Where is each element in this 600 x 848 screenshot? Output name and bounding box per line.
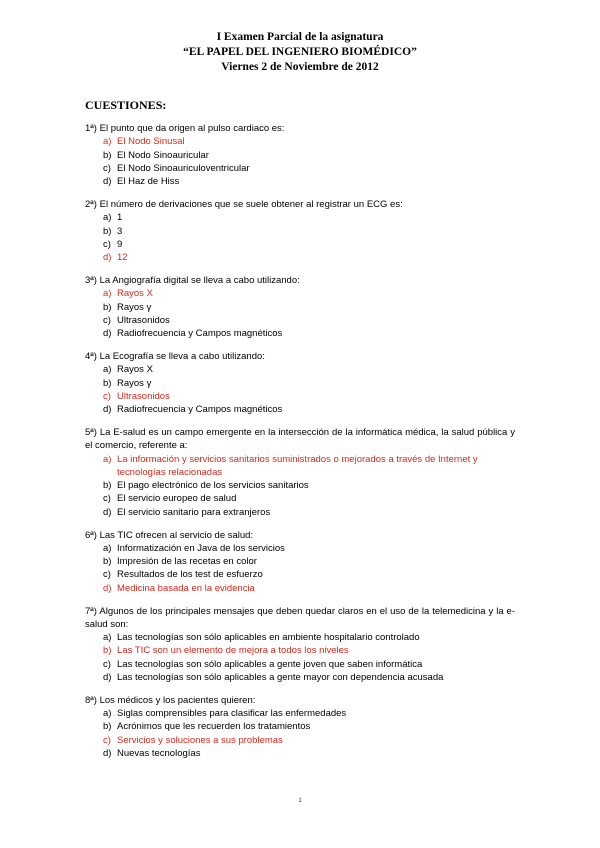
option-letter: a) <box>103 542 112 554</box>
answer-option <box>85 363 515 376</box>
question-6 <box>85 529 515 595</box>
option-letter: b) <box>103 149 112 161</box>
question-text: 7ª) Algunos de los principales mensajes que deben quedar claros en el uso de la telemedicina y la e-salud son: <box>85 605 515 630</box>
answer-option-correct <box>85 135 515 148</box>
option-text: Rayos γ <box>117 377 152 389</box>
questions-list <box>85 122 515 770</box>
option-text: La información y servicios sanitarios suministrados o mejorados a través de Internet y tecnologías relacionadas <box>117 453 478 478</box>
option-letter: b) <box>103 645 112 657</box>
answer-option <box>85 720 515 733</box>
option-letter: a) <box>103 364 112 376</box>
header-line-course: I Examen Parcial de la asignatura <box>216 31 384 43</box>
answer-option <box>85 327 515 340</box>
answer-option-correct <box>85 251 515 264</box>
answer-option <box>85 238 515 251</box>
question-8 <box>85 694 515 760</box>
answer-option <box>85 568 515 581</box>
option-letter: a) <box>103 453 112 465</box>
answer-option <box>85 492 515 505</box>
question-3 <box>85 274 515 340</box>
option-letter: a) <box>103 136 112 148</box>
option-text: 1 <box>117 212 123 224</box>
answer-option <box>85 162 515 175</box>
option-text: Las TIC son un elemento de mejora a todos los niveles <box>117 645 349 657</box>
question-4 <box>85 350 515 416</box>
option-text: El pago electrónico de los servicios sanitarios <box>117 480 309 492</box>
answer-option <box>85 175 515 188</box>
option-text: Rayos γ <box>117 301 152 313</box>
option-text: 12 <box>117 252 128 264</box>
option-letter: d) <box>103 328 112 340</box>
option-letter: b) <box>103 377 112 389</box>
answer-option <box>85 631 515 644</box>
option-letter: d) <box>103 176 112 188</box>
option-text: Ultrasonidos <box>117 390 170 402</box>
option-text: Nuevas tecnologías <box>117 747 201 759</box>
answer-option <box>85 671 515 684</box>
question-text: 8ª) Los médicos y los pacientes quieren: <box>85 694 256 706</box>
option-text: Rayos X <box>117 288 153 300</box>
option-text: Radiofrecuencia y Campos magnéticos <box>117 328 283 340</box>
option-letter: c) <box>103 734 111 746</box>
question-5 <box>85 426 515 519</box>
answer-option <box>85 707 515 720</box>
question-7 <box>85 605 515 685</box>
option-text: Las tecnologías son sólo aplicables a gente joven que saben informática <box>117 658 423 670</box>
option-letter: c) <box>103 238 111 250</box>
answer-option-correct <box>85 453 515 480</box>
option-letter: b) <box>103 480 112 492</box>
option-text: Radiofrecuencia y Campos magnéticos <box>117 404 283 416</box>
answer-option-correct <box>85 582 515 595</box>
option-letter: c) <box>103 390 111 402</box>
answer-option <box>85 555 515 568</box>
option-text: El servicio europeo de salud <box>117 493 237 505</box>
answer-option <box>85 211 515 224</box>
answer-option <box>85 542 515 555</box>
option-letter: c) <box>103 493 111 505</box>
option-letter: d) <box>103 506 112 518</box>
question-2 <box>85 198 515 264</box>
answer-option <box>85 301 515 314</box>
option-letter: d) <box>103 404 112 416</box>
option-letter: b) <box>103 301 112 313</box>
option-text: El Nodo Sinoauricular <box>117 149 209 161</box>
option-text: El Nodo Sinoauriculoventricular <box>117 162 250 174</box>
answer-option <box>85 747 515 760</box>
answer-option <box>85 658 515 671</box>
option-text: 9 <box>117 238 123 250</box>
question-text: 1ª) El punto que da origen al pulso cardiaco es: <box>85 123 285 134</box>
option-text: Acrónimos que les recuerden los tratamientos <box>117 721 311 733</box>
option-letter: a) <box>103 632 112 644</box>
question-text: 3ª) La Angiografía digital se lleva a cabo utilizando: <box>85 274 300 286</box>
header-line-date: Viernes 2 de Noviembre de 2012 <box>221 61 379 73</box>
option-text: El servicio sanitario para extranjeros <box>117 506 271 518</box>
option-text: Medicina basada en la evidencia <box>117 582 255 594</box>
option-letter: d) <box>103 252 112 264</box>
option-text: 3 <box>117 225 123 237</box>
option-text: Informatización en Java de los servicios <box>117 542 285 554</box>
option-letter: d) <box>103 582 112 594</box>
option-letter: d) <box>103 747 112 759</box>
answer-option <box>85 225 515 238</box>
option-letter: b) <box>103 556 112 568</box>
option-letter: a) <box>103 708 112 720</box>
answer-option <box>85 377 515 390</box>
page-number: 1 <box>298 798 302 804</box>
answer-option <box>85 403 515 416</box>
option-letter: c) <box>103 569 111 581</box>
option-text: Ultrasonidos <box>117 314 170 326</box>
option-text: El Haz de Hiss <box>117 176 180 188</box>
answer-option <box>85 479 515 492</box>
option-text: El Nodo Sinusal <box>117 136 185 148</box>
option-letter: c) <box>103 314 111 326</box>
option-text: Rayos X <box>117 364 153 376</box>
option-letter: c) <box>103 162 111 174</box>
option-letter: a) <box>103 288 112 300</box>
answer-option <box>85 314 515 327</box>
question-text: 5ª) La E-salud es un campo emergente en la intersección de la informática médica, la salud pública y el comercio, referente a: <box>85 426 515 452</box>
option-letter: b) <box>103 721 112 733</box>
option-letter: a) <box>103 212 112 224</box>
option-letter: c) <box>103 658 111 670</box>
question-text: 6ª) Las TIC ofrecen al servicio de salud: <box>85 529 254 541</box>
option-text: Las tecnologías son sólo aplicables en ambiente hospitalario controlado <box>117 632 420 644</box>
document-header <box>0 30 600 75</box>
answer-option-correct <box>85 390 515 403</box>
option-letter: b) <box>103 225 112 237</box>
option-text: Servicios y soluciones a sus problemas <box>117 734 283 746</box>
option-text: Resultados de los test de esfuerzo <box>117 569 263 581</box>
question-text: 4ª) La Ecografía se lleva a cabo utilizando: <box>85 350 265 362</box>
option-letter: d) <box>103 671 112 683</box>
header-line-subject: “EL PAPEL DEL INGENIERO BIOMÉDICO” <box>183 46 417 58</box>
answer-option <box>85 506 515 519</box>
option-text: Impresión de las recetas en color <box>117 556 257 568</box>
option-text: Las tecnologías son sólo aplicables a gente mayor con dependencia acusada <box>117 671 444 683</box>
question-text: 2ª) El número de derivaciones que se suele obtener al registrar un ECG es: <box>85 198 403 210</box>
answer-option <box>85 149 515 162</box>
section-title: CUESTIONES: <box>85 98 167 112</box>
question-1 <box>85 122 515 188</box>
answer-option-correct <box>85 734 515 747</box>
answer-option-correct <box>85 644 515 657</box>
answer-option-correct <box>85 287 515 300</box>
option-text: Siglas comprensibles para clasificar las enfermedades <box>117 708 347 720</box>
